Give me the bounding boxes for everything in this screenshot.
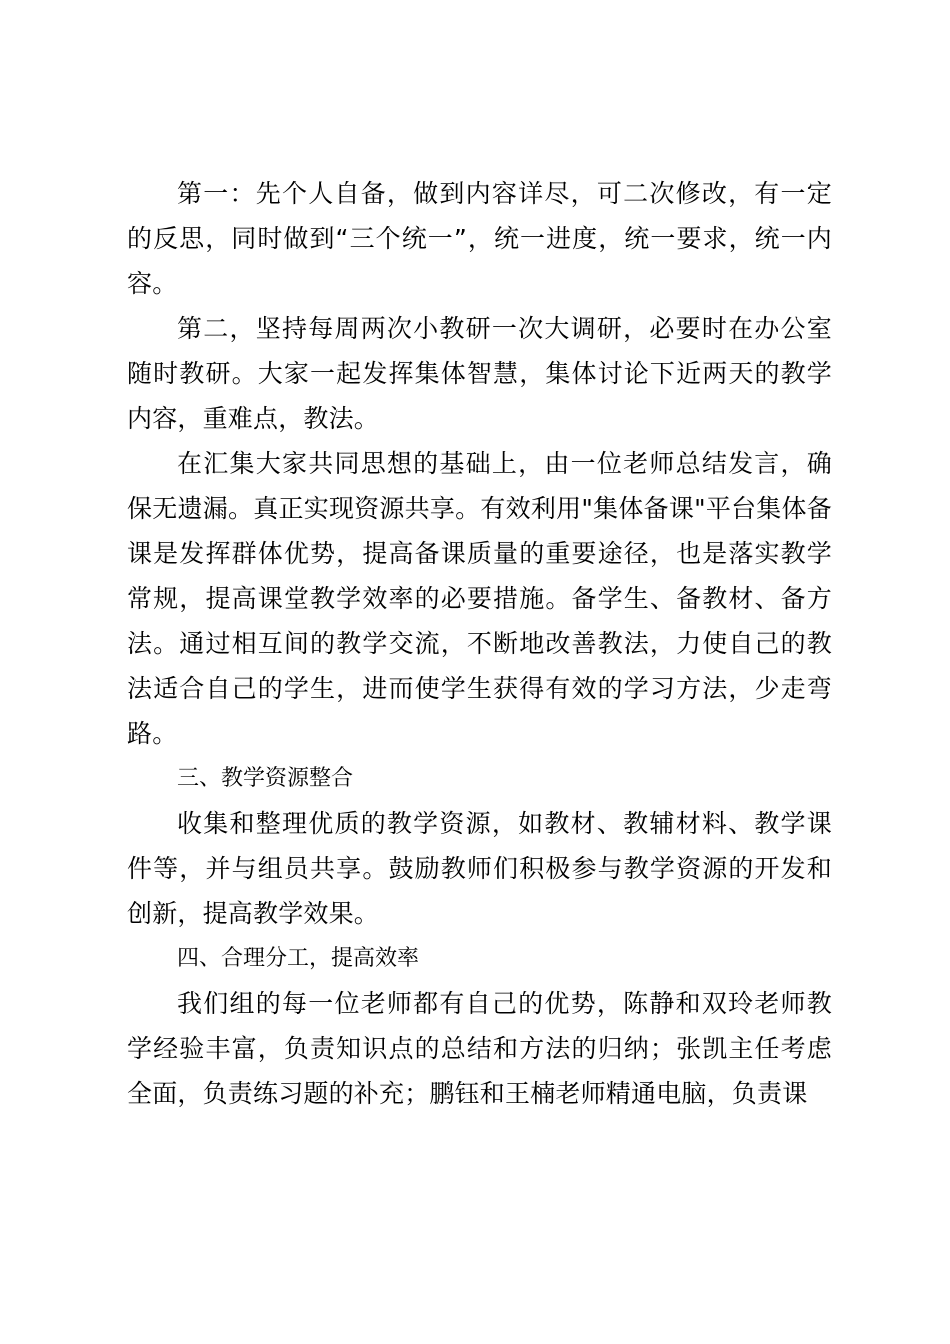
document-page	[127, 171, 832, 1116]
paragraph-second: 第二，坚持每周两次小教研一次大调研，必要时在办公室随时教研。大家一起发挥集体智慧，集体讨论下近两天的教学内容，重难点，教法。	[127, 314, 832, 433]
paragraph-first: 第一：先个人自备，做到内容详尽，可二次修改，有一定的反思，同时做到“三个统一”，统一进度，统一要求，统一内容。	[127, 179, 832, 298]
paragraph-resource-sharing: 在汇集大家共同思想的基础上，由一位老师总结发言，确保无遗漏。真正实现资源共享。有效利用"集体备课"平台集体备课是发挥群体优势，提高备课质量的重要途径，也是落实教学常规，提高课堂教学效率的必要措施。备学生、备教材、备方法。通过相互间的教学交流，不断地改善教法，力使自己的教法适合自己的学生，进而使学生获得有效的学习方法，少走弯路。	[127, 449, 832, 748]
section-heading-four: 四、合理分工，提高效率	[177, 946, 420, 971]
paragraph-division-of-labor: 我们组的每一位老师都有自己的优势，陈静和双玲老师教学经验丰富，负责知识点的总结和方法的归纳；张凯主任考虑全面，负责练习题的补充；鹏钰和王楠老师精通电脑，负责课	[127, 989, 832, 1108]
paragraph-resources: 收集和整理优质的教学资源，如教材、教辅材料、教学课件等，并与组员共享。鼓励教师们积极参与教学资源的开发和创新，提高教学效果。	[127, 809, 832, 928]
section-heading-three: 三、教学资源整合	[177, 766, 354, 791]
